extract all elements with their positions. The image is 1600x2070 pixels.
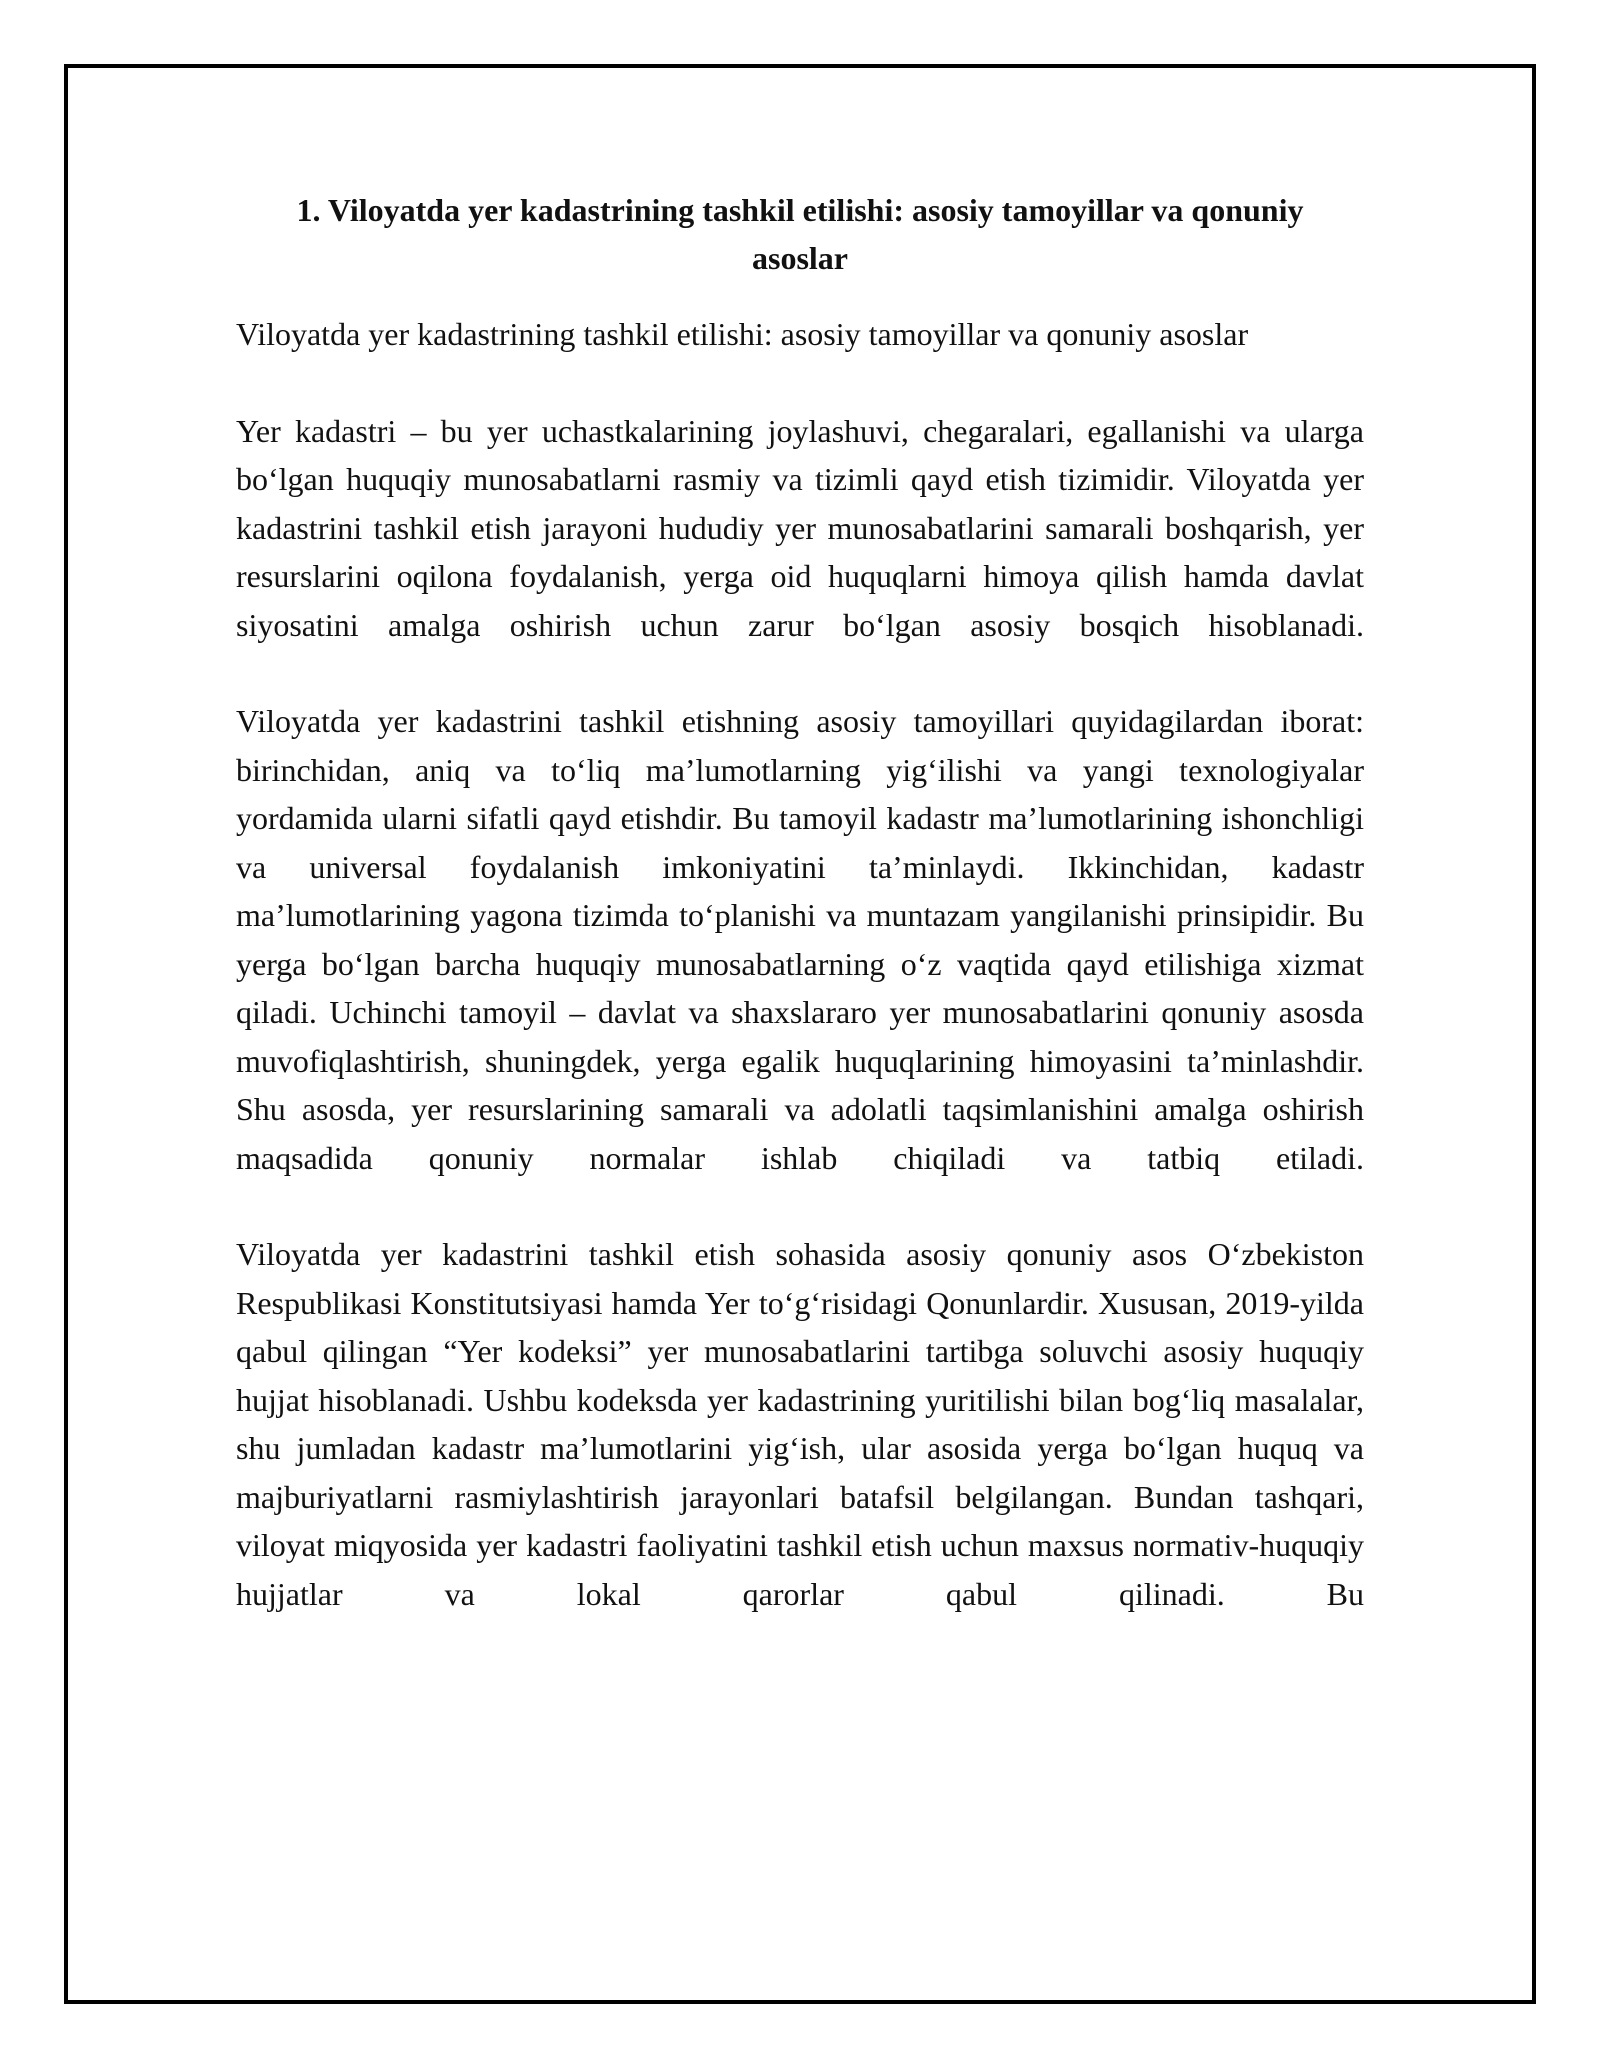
paragraph-legal-basis: Viloyatda yer kadastrini tashkil etish sohasida asosiy qonuniy asos O‘zbekiston Respublikasi Konstitutsiyasi hamda Yer to‘g‘risidagi Qonunlardir. Xususan, 2019-yilda qabul qilingan “Yer kodeksi” yer munosabatlarini tartibga soluvchi asosiy huquqiy hujjat hisoblanadi. Ushbu kodeksda yer kadastrining yuritilishi bilan bog‘liq masalalar, shu jumladan kadastr ma’lumotlarini yig‘ish, ular asosida yerga bo‘lgan huquq va majburiyatlarni rasmiylashtirish jarayonlari batafsil belgilangan. Bundan tashqari, viloyat miqyosida yer kadastri faoliyatini tashkil etish uchun maxsus normativ-huquqiy hujjatlar va lokal qarorlar qabul qilinadi. Bu [236, 1236, 1364, 1612]
paragraph-subtitle: Viloyatda yer kadastrining tashkil etilishi: asosiy tamoyillar va qonuniy asoslar [236, 316, 1249, 352]
document-body [236, 186, 1364, 1618]
paragraph-principles: Viloyatda yer kadastrini tashkil etishning asosiy tamoyillari quyidagilardan iborat: birinchidan, aniq va to‘liq ma’lumotlarning yig‘ilishi va yangi texnologiyalar yordamida ularni sifatli qayd etishdir. Bu tamoyil kadastr ma’lumotlarining ishonchligi va universal foydalanish imkoniyatini ta’minlaydi. Ikkinchidan, kadastr ma’lumotlarining yagona tizimda to‘planishi va muntazam yangilanishi prinsipidir. Bu yerga bo‘lgan barcha huquqiy munosabatlarning o‘z vaqtida qayd etilishiga xizmat qiladi. Uchinchi tamoyil – davlat va shaxslararo yer munosabatlarini qonuniy asosda muvofiqlashtirish, shuningdek, yerga egalik huquqlarining himoyasini ta’minlashdir. Shu asosda, yer resurslarining samarali va adolatli taqsimlanishini amalga oshirish maqsadida qonuniy normalar ishlab chiqiladi va tatbiq etiladi. [236, 703, 1364, 1176]
paragraph-definition: Yer kadastri – bu yer uchastkalarining joylashuvi, chegaralari, egallanishi va ularga bo‘lgan huquqiy munosabatlarni rasmiy va tizimli qayd etish tizimidir. Viloyatda yer kadastrini tashkil etish jarayoni hududiy yer munosabatlarini samarali boshqarish, yer resurslarini oqilona foydalanish, yerga oid huquqlarni himoya qilish hamda davlat siyosatini amalga oshirish uchun zarur bo‘lgan asosiy bosqich hisoblanadi. [236, 412, 1364, 643]
document-title: 1. Viloyatda yer kadastrining tashkil etilishi: asosiy tamoyillar va qonuniy asoslar [296, 192, 1304, 276]
